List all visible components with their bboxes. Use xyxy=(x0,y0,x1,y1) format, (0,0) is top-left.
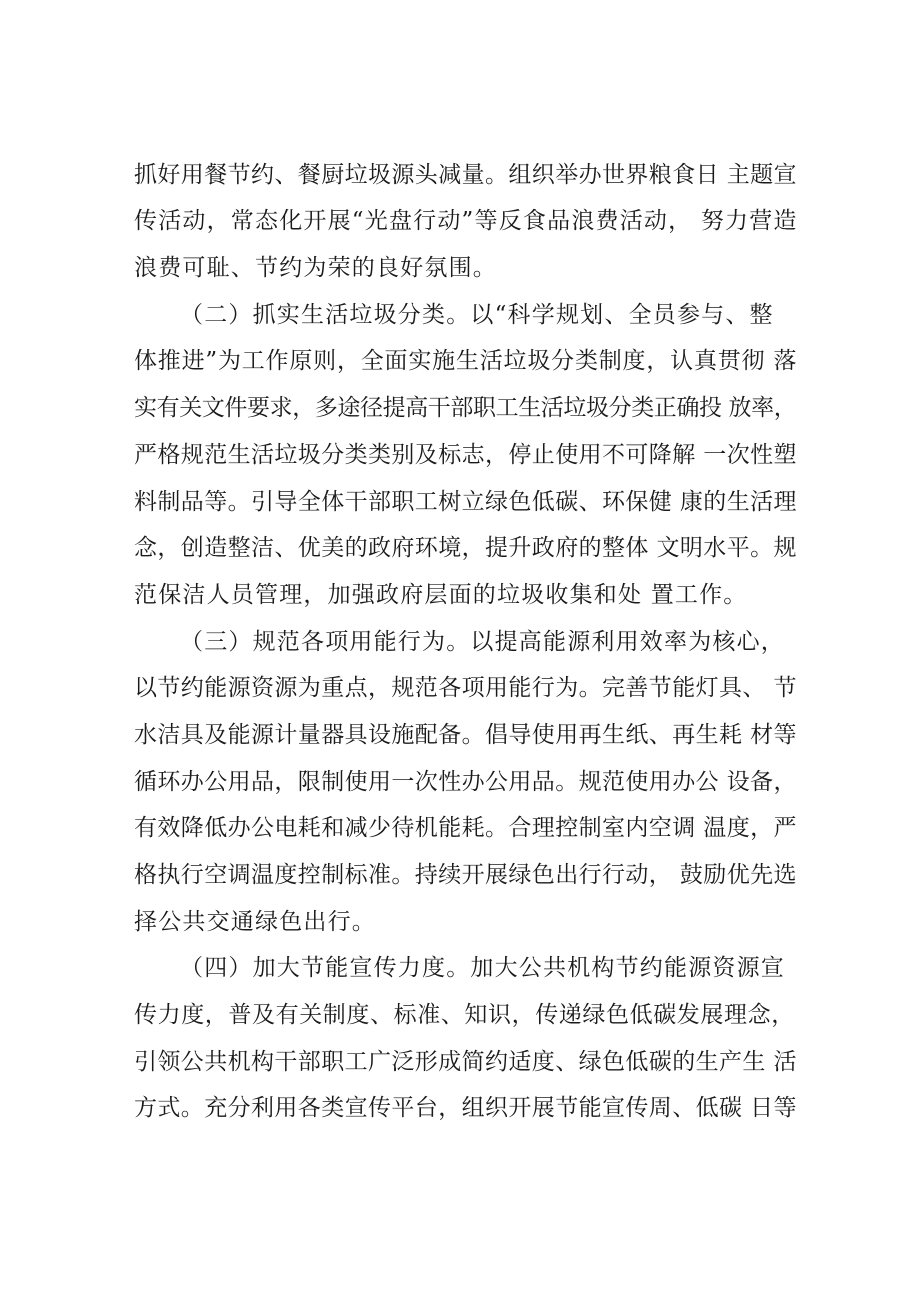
text-line: 引领公共机构干部职工广泛形成简约适度、绿色低碳的生产生 活 xyxy=(134,1049,797,1075)
text-line: 体推进”为工作原则，全面实施生活垃圾分类制度，认真贯彻 落 xyxy=(134,348,798,374)
text-line: 浪费可耻、节约为荣的良好氛围。 xyxy=(134,255,497,281)
text-line: （三）规范各项用能行为。以提高能源利用效率为核心， xyxy=(180,629,785,655)
text-line: 抓好用餐节约、餐厨垃圾源头减量。组织举办世界粮食日 主题宣 xyxy=(134,162,797,188)
text-line: 实有关文件要求，多途径提高干部职工生活垃圾分类正确投 放率， xyxy=(134,395,797,421)
text-line: 方式。充分利用各类宣传平台，组织开展节能宣传周、低碳 日等 xyxy=(134,1095,797,1121)
text-line: （四）加大节能宣传力度。加大公共机构节约能源资源宣 xyxy=(180,955,785,981)
text-line: （二）抓实生活垃圾分类。以“科学规划、全员参与、整 xyxy=(180,302,774,328)
text-line: 以节约能源资源为重点，规范各项用能行为。完善节能灯具、 节 xyxy=(134,675,797,701)
text-line: 择公共交通绿色出行。 xyxy=(134,909,376,935)
text-line: 传力度，普及有关制度、标准、知识，传递绿色低碳发展理念， xyxy=(134,1002,795,1028)
text-line: 料制品等。引导全体干部职工树立绿色低碳、环保健 康的生活理 xyxy=(134,489,797,515)
text-line: 念，创造整洁、优美的政府环境，提升政府的整体 文明水平。规 xyxy=(134,535,797,561)
text-line: 循环办公用品，限制使用一次性办公用品。规范使用办公 设备， xyxy=(134,769,797,795)
text-line: 传活动，常态化开展“光盘行动”等反食品浪费活动， 努力营造 xyxy=(134,208,798,234)
text-line: 严格规范生活垃圾分类类别及标志，停止使用不可降解 一次性塑 xyxy=(134,442,797,468)
text-line: 水洁具及能源计量器具设施配备。倡导使用再生纸、再生耗 材等 xyxy=(134,722,797,748)
text-line: 有效降低办公电耗和减少待机能耗。合理控制室内空调 温度，严 xyxy=(134,815,797,841)
text-line: 范保洁人员管理，加强政府层面的垃圾收集和处 置工作。 xyxy=(134,582,748,608)
text-line: 格执行空调温度控制标准。持续开展绿色出行行动， 鼓励优先选 xyxy=(134,862,797,888)
